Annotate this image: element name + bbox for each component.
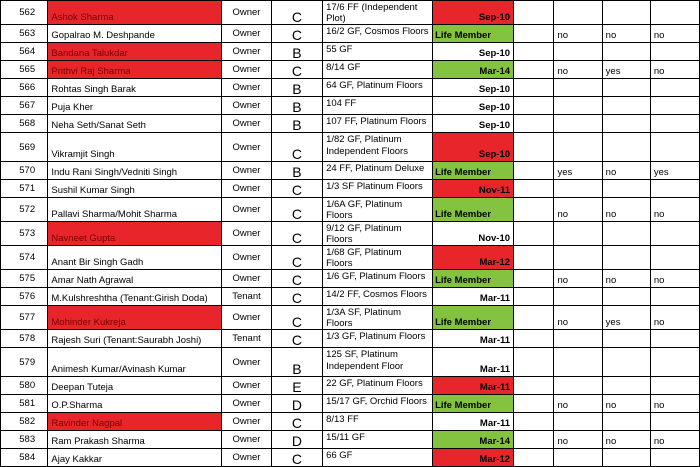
member-name: Ram Prakash Sharma xyxy=(48,431,222,449)
table-row xyxy=(1,395,700,413)
table-row xyxy=(1,79,700,97)
blank-column xyxy=(514,43,554,61)
option-2 xyxy=(602,133,650,162)
dues-status: Sep-10 xyxy=(433,1,514,25)
option-1 xyxy=(554,413,602,431)
option-1 xyxy=(554,97,602,115)
member-address: 15/17 GF, Orchid Floors xyxy=(323,395,433,413)
option-3 xyxy=(650,413,699,431)
option-2: yes xyxy=(602,61,650,79)
member-category: B xyxy=(271,115,322,133)
option-2 xyxy=(602,449,650,467)
member-category: C xyxy=(271,330,322,348)
option-2 xyxy=(602,115,650,133)
option-1 xyxy=(554,133,602,162)
option-1 xyxy=(554,288,602,306)
member-name: Ashok Sharma xyxy=(48,1,222,25)
row-number: 572 xyxy=(1,198,48,222)
member-type: Owner xyxy=(222,377,272,395)
table-row xyxy=(1,449,700,467)
option-2: no xyxy=(602,395,650,413)
row-number: 564 xyxy=(1,43,48,61)
option-2 xyxy=(602,377,650,395)
table-row xyxy=(1,97,700,115)
member-address: 104 FF xyxy=(323,97,433,115)
member-name: Anant Bir Singh Gadh xyxy=(48,246,222,270)
option-2 xyxy=(602,330,650,348)
member-name: Animesh Kumar/Avinash Kumar xyxy=(48,348,222,377)
option-1 xyxy=(554,115,602,133)
member-type: Owner xyxy=(222,1,272,25)
option-3: yes xyxy=(650,162,699,180)
row-number: 578 xyxy=(1,330,48,348)
table-row xyxy=(1,348,700,377)
table-row xyxy=(1,133,700,162)
dues-status: Life Member xyxy=(433,198,514,222)
option-3: no xyxy=(650,395,699,413)
blank-column xyxy=(514,61,554,79)
blank-column xyxy=(514,180,554,198)
blank-column xyxy=(514,449,554,467)
member-type: Owner xyxy=(222,413,272,431)
table-row xyxy=(1,1,700,25)
option-1 xyxy=(554,180,602,198)
member-name: Gopalrao M. Deshpande xyxy=(48,25,222,43)
option-1 xyxy=(554,377,602,395)
option-2: no xyxy=(602,431,650,449)
dues-status: Mar-11 xyxy=(433,348,514,377)
row-number: 582 xyxy=(1,413,48,431)
dues-status: Mar-14 xyxy=(433,431,514,449)
member-address: 8/14 GF xyxy=(323,61,433,79)
member-type: Owner xyxy=(222,115,272,133)
member-type: Tenant xyxy=(222,330,272,348)
member-type: Owner xyxy=(222,97,272,115)
option-1 xyxy=(554,1,602,25)
member-type: Owner xyxy=(222,222,272,246)
member-address: 1/6 GF, Platinum Floors xyxy=(323,270,433,288)
member-category: B xyxy=(271,348,322,377)
table-row xyxy=(1,61,700,79)
member-address: 8/13 FF xyxy=(323,413,433,431)
member-category: C xyxy=(271,270,322,288)
member-category: C xyxy=(271,246,322,270)
member-category: B xyxy=(271,162,322,180)
member-name: Mohinder Kukreja xyxy=(48,306,222,330)
row-number: 565 xyxy=(1,61,48,79)
member-category: C xyxy=(271,61,322,79)
row-number: 577 xyxy=(1,306,48,330)
member-address: 9/12 GF, Platinum Floors xyxy=(323,222,433,246)
option-1 xyxy=(554,449,602,467)
member-category: B xyxy=(271,97,322,115)
row-number: 566 xyxy=(1,79,48,97)
option-3: no xyxy=(650,61,699,79)
member-type: Owner xyxy=(222,395,272,413)
blank-column xyxy=(514,330,554,348)
blank-column xyxy=(514,162,554,180)
member-type: Owner xyxy=(222,61,272,79)
option-2: no xyxy=(602,198,650,222)
member-name: Neha Seth/Sanat Seth xyxy=(48,115,222,133)
dues-status: Mar-11 xyxy=(433,330,514,348)
blank-column xyxy=(514,413,554,431)
blank-column xyxy=(514,377,554,395)
option-3 xyxy=(650,377,699,395)
option-1: no xyxy=(554,198,602,222)
dues-status: Life Member xyxy=(433,306,514,330)
dues-status: Mar-12 xyxy=(433,449,514,467)
option-3 xyxy=(650,180,699,198)
dues-status: Sep-10 xyxy=(433,115,514,133)
member-name: O.P.Sharma xyxy=(48,395,222,413)
option-1: yes xyxy=(554,162,602,180)
member-type: Tenant xyxy=(222,288,272,306)
row-number: 575 xyxy=(1,270,48,288)
option-2 xyxy=(602,43,650,61)
member-type: Owner xyxy=(222,180,272,198)
member-name: M.Kulshreshtha (Tenant:Girish Doda) xyxy=(48,288,222,306)
option-2: yes xyxy=(602,306,650,330)
option-3: no xyxy=(650,431,699,449)
table-row xyxy=(1,180,700,198)
option-2 xyxy=(602,79,650,97)
option-3 xyxy=(650,79,699,97)
option-1 xyxy=(554,79,602,97)
option-2: no xyxy=(602,25,650,43)
member-category: C xyxy=(271,306,322,330)
member-type: Owner xyxy=(222,198,272,222)
member-type: Owner xyxy=(222,246,272,270)
blank-column xyxy=(514,431,554,449)
member-category: C xyxy=(271,222,322,246)
row-number: 562 xyxy=(1,1,48,25)
member-address: 22 GF, Platinum Floors xyxy=(323,377,433,395)
option-3 xyxy=(650,115,699,133)
dues-status: Mar-11 xyxy=(433,413,514,431)
blank-column xyxy=(514,246,554,270)
dues-status: Sep-10 xyxy=(433,133,514,162)
row-number: 584 xyxy=(1,449,48,467)
member-name: Rohtas Singh Barak xyxy=(48,79,222,97)
row-number: 563 xyxy=(1,25,48,43)
dues-status: Mar-12 xyxy=(433,246,514,270)
member-address: 1/82 GF, Platinum Independent Floors xyxy=(323,133,433,162)
table-row xyxy=(1,270,700,288)
row-number: 580 xyxy=(1,377,48,395)
blank-column xyxy=(514,115,554,133)
blank-column xyxy=(514,348,554,377)
row-number: 579 xyxy=(1,348,48,377)
option-1 xyxy=(554,246,602,270)
member-name: Navneet Gupta xyxy=(48,222,222,246)
member-address: 1/68 GF, Platinum Floors xyxy=(323,246,433,270)
option-3 xyxy=(650,43,699,61)
blank-column xyxy=(514,1,554,25)
table-row xyxy=(1,115,700,133)
table-row xyxy=(1,377,700,395)
row-number: 576 xyxy=(1,288,48,306)
member-category: C xyxy=(271,1,322,25)
option-1: no xyxy=(554,395,602,413)
option-1 xyxy=(554,43,602,61)
blank-column xyxy=(514,306,554,330)
member-category: C xyxy=(271,288,322,306)
member-address: 125 SF, Platinum Independent Floor xyxy=(323,348,433,377)
dues-status: Life Member xyxy=(433,25,514,43)
table-row xyxy=(1,246,700,270)
member-address: 1/3 SF Platinum Floors xyxy=(323,180,433,198)
table-row xyxy=(1,222,700,246)
table-row xyxy=(1,25,700,43)
option-1 xyxy=(554,348,602,377)
table-row xyxy=(1,162,700,180)
member-name: Ajay Kakkar xyxy=(48,449,222,467)
option-3 xyxy=(650,222,699,246)
table-row xyxy=(1,431,700,449)
member-category: B xyxy=(271,79,322,97)
dues-status: Sep-10 xyxy=(433,97,514,115)
member-address: 16/2 GF, Cosmos Floors xyxy=(323,25,433,43)
member-type: Owner xyxy=(222,133,272,162)
member-address: 55 GF xyxy=(323,43,433,61)
member-name: Pallavi Sharma/Mohit Sharma xyxy=(48,198,222,222)
option-3 xyxy=(650,449,699,467)
option-3 xyxy=(650,288,699,306)
row-number: 570 xyxy=(1,162,48,180)
row-number: 569 xyxy=(1,133,48,162)
blank-column xyxy=(514,222,554,246)
blank-column xyxy=(514,97,554,115)
option-3 xyxy=(650,246,699,270)
member-category: E xyxy=(271,377,322,395)
member-address: 64 GF, Platinum Floors xyxy=(323,79,433,97)
member-type: Owner xyxy=(222,79,272,97)
option-1: no xyxy=(554,25,602,43)
member-address: 14/2 FF, Cosmos Floors xyxy=(323,288,433,306)
member-type: Owner xyxy=(222,449,272,467)
row-number: 581 xyxy=(1,395,48,413)
dues-status: Sep-10 xyxy=(433,79,514,97)
member-category: D xyxy=(271,431,322,449)
member-address: 1/3 GF, Platinum Floors xyxy=(323,330,433,348)
member-address: 1/6A GF, Platinum Floors xyxy=(323,198,433,222)
member-category: C xyxy=(271,413,322,431)
option-3: no xyxy=(650,25,699,43)
member-name: Bandana Talukdar xyxy=(48,43,222,61)
blank-column xyxy=(514,25,554,43)
member-type: Owner xyxy=(222,270,272,288)
row-number: 583 xyxy=(1,431,48,449)
option-2 xyxy=(602,413,650,431)
option-1: no xyxy=(554,270,602,288)
option-2 xyxy=(602,1,650,25)
option-1: no xyxy=(554,306,602,330)
member-address: 24 FF, Platinum Deluxe xyxy=(323,162,433,180)
member-type: Owner xyxy=(222,43,272,61)
member-name: Rajesh Suri (Tenant:Saurabh Joshi) xyxy=(48,330,222,348)
member-category: C xyxy=(271,180,322,198)
dues-status: Mar-11 xyxy=(433,377,514,395)
table-row xyxy=(1,306,700,330)
option-2: no xyxy=(602,162,650,180)
member-address: 15/11 GF xyxy=(323,431,433,449)
option-2 xyxy=(602,180,650,198)
option-3: no xyxy=(650,198,699,222)
dues-status: Nov-11 xyxy=(433,180,514,198)
option-3: no xyxy=(650,270,699,288)
member-type: Owner xyxy=(222,306,272,330)
member-name: Sushil Kumar Singh xyxy=(48,180,222,198)
option-2 xyxy=(602,222,650,246)
member-name: Deepan Tuteja xyxy=(48,377,222,395)
dues-status: Nov-10 xyxy=(433,222,514,246)
row-number: 573 xyxy=(1,222,48,246)
member-category: B xyxy=(271,43,322,61)
blank-column xyxy=(514,133,554,162)
dues-status: Mar-14 xyxy=(433,61,514,79)
option-2 xyxy=(602,348,650,377)
member-address: 66 GF xyxy=(323,449,433,467)
member-type: Owner xyxy=(222,25,272,43)
option-2 xyxy=(602,246,650,270)
dues-status: Life Member xyxy=(433,162,514,180)
member-type: Owner xyxy=(222,348,272,377)
member-category: D xyxy=(271,395,322,413)
option-2 xyxy=(602,288,650,306)
member-name: Prithvi Raj Sharma xyxy=(48,61,222,79)
member-type: Owner xyxy=(222,162,272,180)
member-type: Owner xyxy=(222,431,272,449)
table-row xyxy=(1,413,700,431)
blank-column xyxy=(514,198,554,222)
table-row xyxy=(1,330,700,348)
member-address: 1/3A SF, Platinum Floors xyxy=(323,306,433,330)
member-name: Puja Kher xyxy=(48,97,222,115)
blank-column xyxy=(514,270,554,288)
row-number: 571 xyxy=(1,180,48,198)
blank-column xyxy=(514,79,554,97)
member-category: C xyxy=(271,449,322,467)
option-2 xyxy=(602,97,650,115)
row-number: 574 xyxy=(1,246,48,270)
member-address: 17/6 FF (Independent Plot) xyxy=(323,1,433,25)
member-category: C xyxy=(271,25,322,43)
member-name: Vikramjit Singh xyxy=(48,133,222,162)
table-row xyxy=(1,198,700,222)
blank-column xyxy=(514,288,554,306)
dues-status: Life Member xyxy=(433,270,514,288)
member-name: Amar Nath Agrawal xyxy=(48,270,222,288)
member-category: C xyxy=(271,133,322,162)
option-2: no xyxy=(602,270,650,288)
blank-column xyxy=(514,395,554,413)
member-name: Ravinder Nagpal xyxy=(48,413,222,431)
table-row xyxy=(1,288,700,306)
option-3 xyxy=(650,1,699,25)
member-address: 107 FF, Platinum Floors xyxy=(323,115,433,133)
option-3 xyxy=(650,133,699,162)
option-1: no xyxy=(554,431,602,449)
option-3: no xyxy=(650,306,699,330)
row-number: 567 xyxy=(1,97,48,115)
dues-status: Mar-11 xyxy=(433,288,514,306)
member-category: C xyxy=(271,198,322,222)
row-number: 568 xyxy=(1,115,48,133)
option-1 xyxy=(554,330,602,348)
member-name: Indu Rani Singh/Vedniti Singh xyxy=(48,162,222,180)
dues-status: Life Member xyxy=(433,395,514,413)
option-3 xyxy=(650,97,699,115)
option-3 xyxy=(650,348,699,377)
table-row xyxy=(1,43,700,61)
option-1: no xyxy=(554,61,602,79)
dues-status: Sep-10 xyxy=(433,43,514,61)
option-3 xyxy=(650,330,699,348)
option-1 xyxy=(554,222,602,246)
